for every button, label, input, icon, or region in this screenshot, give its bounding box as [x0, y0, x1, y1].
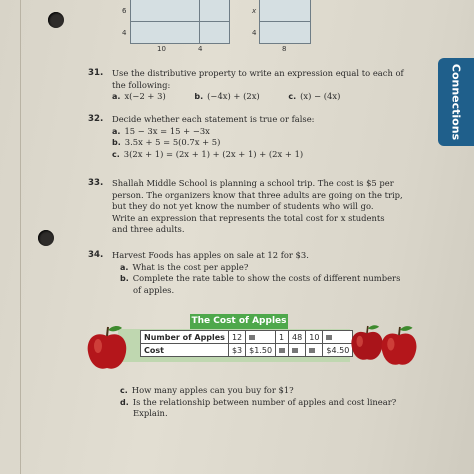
area-model-left [130, 0, 230, 44]
blank-cell-marker [309, 348, 315, 353]
binder-hole-top [48, 12, 64, 28]
blank-cell-marker [279, 348, 285, 353]
table-cell [306, 344, 323, 357]
binder-hole-middle [38, 230, 54, 246]
apple-icon [380, 322, 418, 370]
table-cell: 10 [306, 331, 323, 344]
left-label-4: 4 [198, 45, 203, 53]
apple-icon [350, 320, 384, 366]
table-cell [276, 344, 289, 357]
right-label-1: x [252, 7, 257, 15]
problem-34: 34. Harvest Foods has apples on sale at 12 for $3. a. What is the cost per apple? b. Complete the rate table to show the costs of different numbers of apples. [88, 250, 401, 295]
margin-line [20, 0, 21, 474]
table-cell [323, 331, 353, 344]
problem-31: 31. Use the distributive property to write an expression equal to each of the following: a. x(−2 + 3) b. (−4x) + (2x) c. (x) − (4x) [88, 68, 404, 102]
table-cell: $1.50 [246, 344, 276, 357]
table-row-cost [141, 344, 353, 357]
blank-cell-marker [326, 335, 332, 340]
table-cell: $3 [228, 344, 245, 357]
left-label-2: 4 [122, 29, 127, 37]
table-cell [246, 331, 276, 344]
connections-tab: Connections [438, 58, 474, 146]
table-cell [289, 344, 306, 357]
blank-cell-marker [292, 348, 298, 353]
table-title: The Cost of Apples [190, 314, 288, 329]
table-cell: 12 [228, 331, 245, 344]
right-label-3: 8 [282, 45, 287, 53]
problem-33: 33. Shallah Middle School is planning a school trip. The cost is $5 per person. The organizers know that three adults are going on the trip, but they do not yet know the number of students who will go. Write an expression that represents the total cost for x students and three adults. [88, 178, 403, 235]
left-label-3: 10 [157, 45, 166, 53]
table-cell: 48 [289, 331, 306, 344]
table-cell: 1 [276, 331, 289, 344]
problem-32: 32. Decide whether each statement is true or false: a. 15 − 3x = 15 + −3x b. 3.5x + 5 = 5(0.7x + 5) c. 3(2x + 1) = (2x + 1) + (2x + 1) + (2x + 1) [88, 114, 315, 159]
left-label-1: 6 [122, 7, 127, 15]
table-row-apples [141, 331, 353, 344]
problem-34-parts-cd: c. How many apples can you buy for $1? d. Is the relationship between number of apples and cost linear? Explain. [120, 385, 397, 419]
rate-table [140, 330, 353, 357]
row-header: Number of Apples [141, 331, 229, 344]
area-model-right [259, 0, 311, 44]
row-header: Cost [141, 344, 229, 357]
blank-cell-marker [249, 335, 255, 340]
apple-icon [86, 324, 128, 372]
table-cell: $4.50 [323, 344, 353, 357]
right-label-2: 4 [252, 29, 257, 37]
